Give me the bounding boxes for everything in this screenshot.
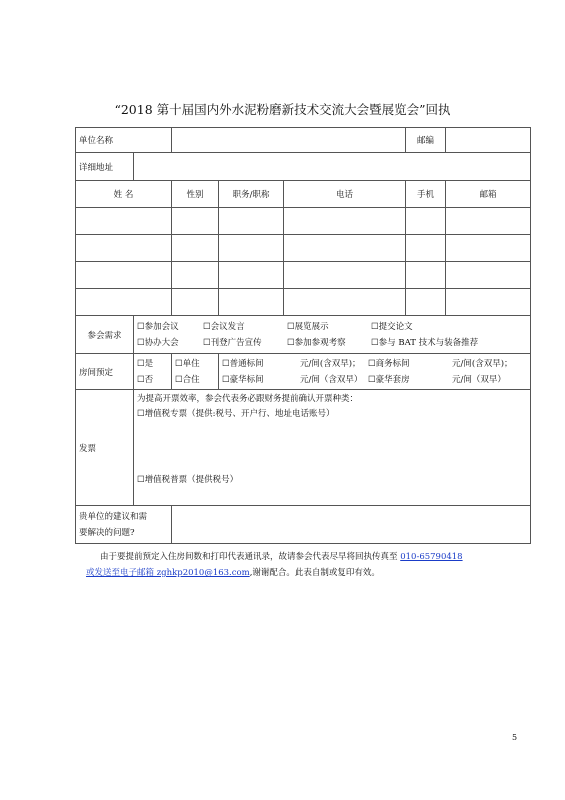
attendee-mobile-cell[interactable] [406,262,446,289]
invoice-intro: 为提高开票效率，参会代表务必跟财务提前确认开票种类： [137,394,359,404]
option-attend-meeting[interactable]: ☐参加会议 [137,321,179,332]
row-unit [76,128,531,153]
note-line-2 [86,565,536,581]
attendee-phone-cell[interactable] [284,262,406,289]
attendee-title-cell[interactable] [219,262,284,289]
room-suite[interactable]: ☐豪华套房 [368,374,410,385]
suggestion-row [76,506,531,544]
attendee-header-row [76,181,531,208]
invoice-options [134,390,531,506]
attendee-gender-cell[interactable] [172,235,219,262]
needs-line-1 [137,319,527,335]
room-business[interactable]: ☐商务标间 [368,358,410,369]
attendee-mobile-cell[interactable] [406,235,446,262]
fax-number-link[interactable]: 010-65790418 [400,552,463,562]
suggestion-field[interactable] [172,506,531,544]
option-site-visit[interactable]: ☐参加参观考察 [287,337,346,348]
attendee-gender-cell[interactable] [172,262,219,289]
room-deluxe-price: 元/间（含双早） [300,374,363,385]
row-address [76,153,531,181]
room-row [76,354,531,390]
room-types [219,354,531,390]
header-name: 姓 名 [76,181,172,208]
room-label: 房间预定 [76,354,134,390]
room-standard-price: 元/间(含双早)； [300,358,361,369]
suggestion-label-line-1: 贵单位的建议和需 [79,511,148,522]
note-line-1 [86,549,536,565]
attendee-email-cell[interactable] [446,208,531,235]
invoice-label: 发票 [76,390,134,506]
attendee-phone-cell[interactable] [284,235,406,262]
suggestion-label-line-2: 要解决的问题? [79,527,135,538]
room-types-line-1 [222,356,530,372]
form-title: “2018 第十届国内外水泥粉磨新技术交流大会暨展览会”回执 [114,102,451,117]
option-advertise[interactable]: ☐刊登广告宣传 [203,337,262,348]
attendee-name-cell[interactable] [76,262,172,289]
postcode-label: 邮编 [406,128,446,153]
note-line-2-text: ,谢谢配合。此表自制或复印有效。 [249,568,380,578]
room-standard[interactable]: ☐普通标间 [222,358,264,369]
needs-line-2 [137,335,527,351]
room-yes[interactable]: ☐是 [137,358,154,369]
attendee-title-cell[interactable] [219,289,284,316]
instruction-note [86,549,536,581]
header-gender: 性别 [172,181,219,208]
postcode-field[interactable] [446,128,531,153]
invoice-special[interactable]: ☐增值税专票（提供:税号、开户行、地址电话账号） [137,409,335,419]
header-mobile: 手机 [406,181,446,208]
room-yes-no [134,354,172,390]
attendee-gender-cell[interactable] [172,289,219,316]
attendee-phone-cell[interactable] [284,208,406,235]
attendee-mobile-cell[interactable] [406,208,446,235]
attendee-mobile-cell[interactable] [406,289,446,316]
room-no[interactable]: ☐否 [137,374,154,385]
option-speak[interactable]: ☐会议发言 [203,321,245,332]
attendee-title-cell[interactable] [219,208,284,235]
header-email: 邮箱 [446,181,531,208]
attendee-name-cell[interactable] [76,208,172,235]
needs-options [134,316,531,354]
note-line-1-text: 由于要提前预定入住房间数和打印代表通讯录，故请参会代表尽早将回执传真至 [100,552,398,562]
attendee-row [76,262,531,289]
needs-label: 参会需求 [76,316,134,354]
room-deluxe[interactable]: ☐豪华标间 [222,374,264,385]
attendee-gender-cell[interactable] [172,208,219,235]
attendee-email-cell[interactable] [446,262,531,289]
email-link[interactable]: 或发送至电子邮箱 zghkp2010@163.com [86,568,250,578]
option-exhibit[interactable]: ☐展览展示 [287,321,329,332]
attendee-name-cell[interactable] [76,235,172,262]
attendee-name-cell[interactable] [76,289,172,316]
room-suite-price: 元/间（双早） [452,374,506,385]
room-types-line-2 [222,372,530,388]
attendee-email-cell[interactable] [446,235,531,262]
attendee-row [76,235,531,262]
option-submit-paper[interactable]: ☐提交论文 [371,321,413,332]
attendee-phone-cell[interactable] [284,289,406,316]
header-title: 职务/职称 [219,181,284,208]
option-co-host[interactable]: ☐协办大会 [137,337,179,348]
address-field[interactable] [134,153,531,181]
page-number: 5 [512,733,518,742]
option-bat-recommend[interactable]: ☐参与 BAT 技术与装备推荐 [371,337,479,348]
unit-name-field[interactable] [172,128,406,153]
invoice-row [76,390,531,506]
unit-name-label: 单位名称 [76,128,172,153]
header-phone: 电话 [284,181,406,208]
attendee-row [76,208,531,235]
reply-form-table [75,127,531,544]
attendee-email-cell[interactable] [446,289,531,316]
room-single[interactable]: ☐单住 [175,358,200,369]
attendee-title-cell[interactable] [219,235,284,262]
room-business-price: 元/间(含双早)； [452,358,513,369]
attendee-row [76,289,531,316]
invoice-normal[interactable]: ☐增值税普票（提供税号） [137,475,239,485]
room-occupancy [172,354,219,390]
room-shared[interactable]: ☐合住 [175,374,200,385]
address-label: 详细地址 [76,153,134,181]
needs-row [76,316,531,354]
suggestion-label [76,506,172,544]
